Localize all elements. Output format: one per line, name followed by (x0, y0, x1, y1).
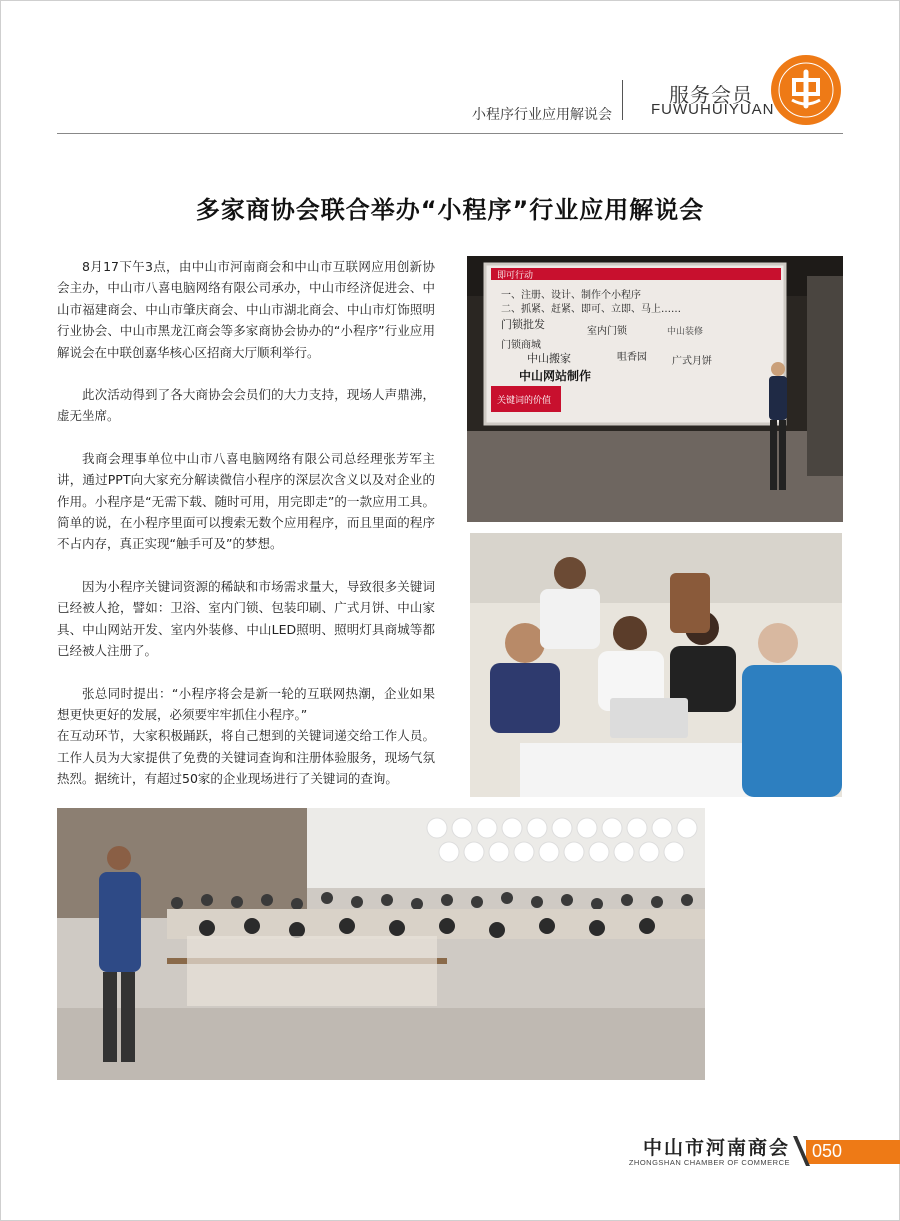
slide-keyword-5: 中山搬家 (527, 352, 571, 365)
footer-org-en: ZHONGSHAN CHAMBER OF COMMERCE (628, 1158, 790, 1167)
paragraph-4: 因为小程序关键词资源的稀缺和市场需求量大，导致很多关键词已经被人抢，譬如：卫浴、室内门锁、包装印刷、广式月饼、中山家具、中山网站开发、室内外装修、中山LED照明、照明灯具商城等都已经被人注册了。 (57, 578, 435, 659)
header-rule (57, 133, 843, 134)
slide-keyword-8: 中山网站制作 (519, 369, 592, 383)
paragraph-1: 8月17下午3点，由中山市河南商会和中山市互联网应用创新协会主办，中山市八喜电脑网络有限公司承办，中山市经济促进会、中山市福建商会、中山市肇庆商会、中山市湖北商会、中山市灯饰照明行业协会、中山市黑龙江商会等多家商协会协办的“小程序”行业应用解说会在中联创嘉华核心区招商大厅顺利举行。 (57, 259, 435, 360)
footer-org-cn: 中山市河南商会 (642, 1137, 790, 1159)
photo-audience (57, 808, 705, 1080)
paragraph-6: 在互动环节，大家积极踊跃，将自己想到的关键词递交给工作人员。工作人员为大家提供了免费的关键词查询和注册体验服务，现场气氛热烈。据统计，有超过50家的企业现场进行了关键词的查询。 (57, 728, 435, 787)
paragraph-5: 张总同时提出：“小程序将会是新一轮的互联网热潮，企业如果想更快更好的发展，必须要牢牢抓住小程序。” (57, 685, 435, 722)
page-number: 050 (812, 1141, 843, 1161)
article-body (57, 256, 435, 811)
article-title: 多家商协会联合举办“小程序”行业应用解说会 (195, 196, 705, 224)
slide-keyword-6: 咀香园 (617, 352, 647, 363)
header-divider (622, 80, 623, 120)
slide-keyword-7: 广式月饼 (672, 356, 712, 367)
section-name: 小程序行业应用解说会 (472, 107, 612, 123)
paragraph-2: 此次活动得到了各大商协会会员们的大力支持，现场人声鼎沸，虚无坐席。 (57, 387, 435, 424)
photo-presentation (467, 256, 843, 522)
paragraph-3: 我商会理事单位中山市八喜电脑网络有限公司总经理张芳军主讲，通过PPT向大家充分解读微信小程序的深层次含义以及对企业的作用。小程序是“无需下载、随时可用，用完即走”的一款应用工具。简单的说，在小程序里面可以搜索无数个应用程序，而且里面的程序不占内存，真正实现“触手可及”的梦想。 (57, 450, 435, 552)
column-title-en: FUWUHUIYUAN (651, 101, 775, 118)
slide-footer: 关键词的价值 (497, 396, 552, 406)
slide-line-1: 一、注册、设计、制作个小程序 (501, 290, 641, 301)
slide-keyword-1: 门锁批发 (501, 318, 545, 331)
slide-keyword-4: 门锁商城 (501, 340, 541, 351)
chamber-logo-icon (770, 54, 842, 126)
slide-keyword-3: 中山装修 (667, 327, 704, 337)
slide-header: 即可行动 (497, 271, 534, 281)
column-title-cn: 服务会员 (669, 83, 753, 107)
slide-line-2: 二、抓紧、赶紧、即可、立即、马上…… (501, 304, 681, 315)
photo-consultation (470, 533, 842, 797)
slide-keyword-2: 室内门锁 (587, 326, 627, 337)
